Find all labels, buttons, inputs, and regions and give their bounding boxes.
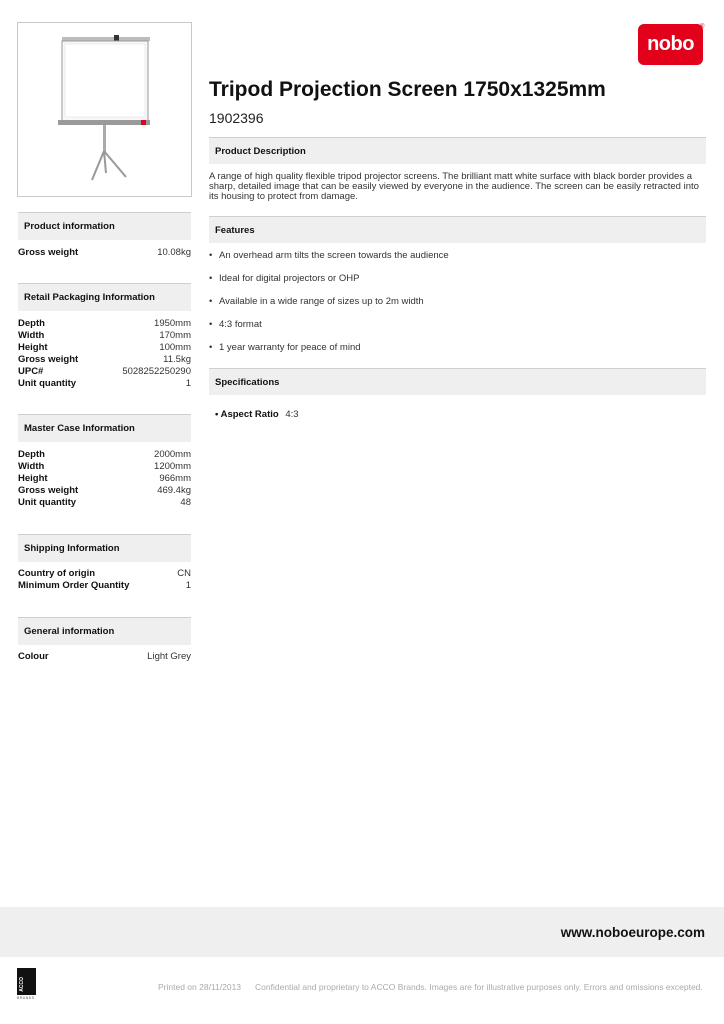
info-key: Width xyxy=(18,461,45,472)
info-row xyxy=(18,247,191,259)
info-row xyxy=(18,449,191,461)
feature-text: 1 year warranty for peace of mind xyxy=(219,342,361,353)
feature-item xyxy=(209,250,706,273)
feature-text: 4:3 format xyxy=(219,319,262,330)
features-heading: Features xyxy=(209,216,706,243)
info-value: 1200mm xyxy=(154,461,191,472)
info-row xyxy=(18,342,191,354)
info-key: Gross weight xyxy=(18,354,79,365)
info-row xyxy=(18,568,191,580)
info-row xyxy=(18,485,191,497)
info-value: CN xyxy=(177,568,191,579)
product-description-heading: Product Description xyxy=(209,137,706,164)
acco-logo xyxy=(17,968,36,995)
info-value: 1 xyxy=(185,378,191,389)
nobo-logo xyxy=(638,24,703,65)
bullet: • xyxy=(209,296,213,307)
info-key: Unit quantity xyxy=(18,497,77,508)
info-value: 1 xyxy=(185,580,191,591)
product-image xyxy=(17,22,192,197)
confidential-notice: Confidential and proprietary to ACCO Brands. Images are for illustrative purposes only. Errors and omissions excepted. xyxy=(255,982,703,992)
info-key: UPC# xyxy=(18,366,44,377)
logo-text: nobo xyxy=(647,33,694,55)
master-case-heading: Master Case Information xyxy=(18,414,191,442)
spec-label: • Aspect Ratio xyxy=(215,409,279,420)
info-key: Gross weight xyxy=(18,485,79,496)
info-row xyxy=(18,366,191,378)
spec-aspect-ratio xyxy=(215,409,299,420)
feature-item xyxy=(209,296,706,319)
info-row xyxy=(18,580,191,592)
info-value: 48 xyxy=(180,497,191,508)
bullet: • xyxy=(209,273,213,284)
website-link[interactable]: www.noboeurope.com xyxy=(560,925,705,940)
info-key: Minimum Order Quantity xyxy=(18,580,130,591)
retail-packaging-heading: Retail Packaging Information xyxy=(18,283,191,311)
feature-text: Ideal for digital projectors or OHP xyxy=(219,273,360,284)
info-key: Colour xyxy=(18,651,49,662)
info-key: Depth xyxy=(18,449,45,460)
specifications-heading: Specifications xyxy=(209,368,706,395)
info-row xyxy=(18,378,191,390)
info-row xyxy=(18,651,191,663)
info-row xyxy=(18,461,191,473)
shipping-information-heading: Shipping Information xyxy=(18,534,191,562)
general-information-heading: General information xyxy=(18,617,191,645)
features-list xyxy=(209,250,706,365)
feature-item xyxy=(209,319,706,342)
feature-item xyxy=(209,273,706,296)
info-value: 170mm xyxy=(159,330,191,341)
feature-text: Available in a wide range of sizes up to 2m width xyxy=(219,296,424,307)
product-information-heading: Product information xyxy=(18,212,191,240)
bullet: • xyxy=(209,342,213,353)
product-title: Tripod Projection Screen 1750x1325mm xyxy=(209,78,606,101)
info-value: 469.4kg xyxy=(157,485,191,496)
info-key: Height xyxy=(18,473,48,484)
info-value: Light Grey xyxy=(147,651,191,662)
info-key: Gross weight xyxy=(18,247,79,258)
print-info xyxy=(158,982,703,992)
info-row xyxy=(18,330,191,342)
spec-value: 4:3 xyxy=(285,409,299,420)
acco-brands-text: BRANDS xyxy=(17,996,35,1000)
info-key: Depth xyxy=(18,318,45,329)
acco-logo-text: ACCO xyxy=(19,977,25,992)
info-value: 10.08kg xyxy=(157,247,191,258)
info-row xyxy=(18,318,191,330)
info-value: 11.5kg xyxy=(163,354,191,365)
feature-item xyxy=(209,342,706,365)
bullet: • xyxy=(209,250,213,261)
info-row xyxy=(18,354,191,366)
info-value: 5028252250290 xyxy=(122,366,191,377)
registered-mark: ® xyxy=(700,24,705,30)
info-value: 966mm xyxy=(159,473,191,484)
info-key: Unit quantity xyxy=(18,378,77,389)
bullet: • xyxy=(209,319,213,330)
info-row xyxy=(18,497,191,509)
product-description-text: A range of high quality flexible tripod projector screens. The brilliant matt white surface with black border provides a sharp, detailed image that can be easily viewed by everyone in the audience. The screen can be easily retracted into its housing to protect from damage. xyxy=(209,171,699,202)
info-row xyxy=(18,473,191,485)
info-value: 100mm xyxy=(159,342,191,353)
projection-screen-icon xyxy=(18,23,191,196)
info-key: Height xyxy=(18,342,48,353)
info-key: Width xyxy=(18,330,45,341)
product-sku: 1902396 xyxy=(209,110,264,126)
info-value: 2000mm xyxy=(154,449,191,460)
info-value: 1950mm xyxy=(154,318,191,329)
feature-text: An overhead arm tilts the screen towards the audience xyxy=(219,250,449,261)
printed-date: Printed on 28/11/2013 xyxy=(158,982,242,992)
info-key: Country of origin xyxy=(18,568,96,579)
